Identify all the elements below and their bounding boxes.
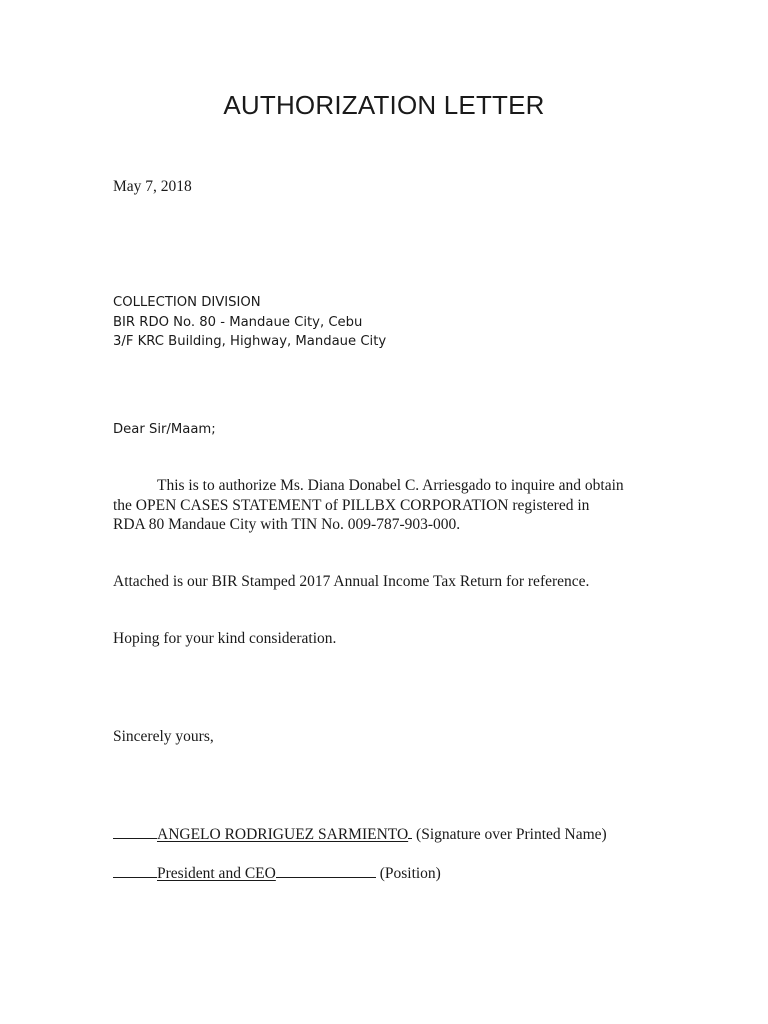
- signature-name-row: [113, 824, 607, 844]
- letter-date: May 7, 2018: [113, 178, 192, 195]
- signatory-position: President and CEO: [157, 865, 276, 882]
- signature-position-row: [113, 863, 441, 883]
- position-caption: (Position): [379, 865, 441, 882]
- body-p1-line-3: RDA 80 Mandaue City with TIN No. 009-787-903-000.: [113, 516, 461, 533]
- recipient-address: [113, 293, 386, 352]
- closing: Sincerely yours,: [113, 728, 214, 745]
- salutation: Dear Sir/Maam;: [113, 422, 216, 437]
- position-blank-line: [113, 863, 157, 878]
- body-p1-line-2: the OPEN CASES STATEMENT of PILLBX CORPORATION registered in: [113, 496, 590, 514]
- body-paragraph-1: [113, 476, 624, 535]
- position-blank-line-end: [276, 863, 376, 878]
- signature-blank-line: [113, 824, 157, 839]
- body-paragraph-3: Hoping for your kind consideration.: [113, 630, 337, 647]
- signatory-name: ANGELO RODRIGUEZ SARMIENTO: [157, 826, 409, 843]
- body-p1-line-1: This is to authorize Ms. Diana Donabel C. Arriesgado to inquire and obtain: [157, 477, 624, 494]
- recipient-line-3: 3/F KRC Building, Highway, Mandaue City: [113, 334, 387, 349]
- body-paragraph-2: Attached is our BIR Stamped 2017 Annual Income Tax Return for reference.: [113, 573, 590, 590]
- letter-title: AUTHORIZATION LETTER: [223, 90, 545, 120]
- recipient-line-1: COLLECTION DIVISION: [113, 295, 261, 310]
- signature-caption: (Signature over Printed Name): [416, 826, 607, 843]
- signature-blank-line-end: [408, 824, 412, 839]
- recipient-line-2: BIR RDO No. 80 - Mandaue City, Cebu: [113, 314, 363, 330]
